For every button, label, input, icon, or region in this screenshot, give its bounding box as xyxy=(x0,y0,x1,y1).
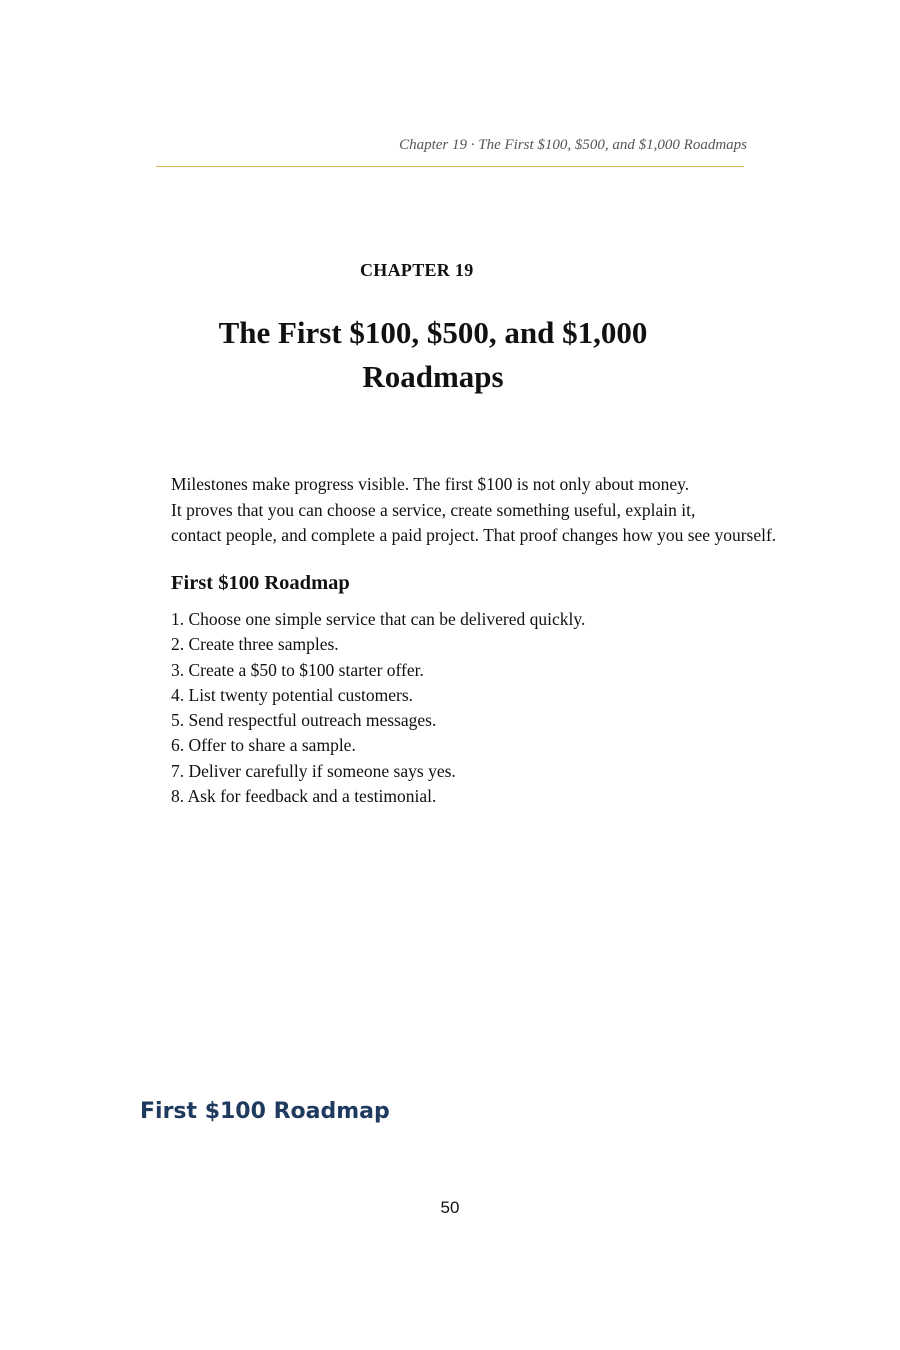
roadmap-steps-list xyxy=(171,607,585,809)
list-item: 2. Create three samples. xyxy=(171,634,339,655)
intro-line: It proves that you can choose a service, create something useful, explain it, xyxy=(171,499,696,520)
chapter-title xyxy=(200,311,666,399)
list-item: 8. Ask for feedback and a testimonial. xyxy=(171,786,437,807)
section-heading: First $100 Roadmap xyxy=(171,572,350,594)
intro-line: Milestones make progress visible. The first $100 is not only about money. xyxy=(171,474,690,494)
bottom-section-heading: First $100 Roadmap xyxy=(140,1099,390,1124)
list-item: 3. Create a $50 to $100 starter offer. xyxy=(171,659,424,680)
list-item: 5. Send respectful outreach messages. xyxy=(171,710,437,731)
list-item: 4. List twenty potential customers. xyxy=(171,684,414,705)
running-header: Chapter 19 · The First $100, $500, and $1,000 Roadmaps xyxy=(399,137,747,153)
chapter-title-line-1: The First $100, $500, and $1,000 xyxy=(218,315,648,350)
chapter-title-line-2: Roadmaps xyxy=(362,359,504,394)
list-item: 7. Deliver carefully if someone says yes. xyxy=(171,760,456,781)
list-item: 1. Choose one simple service that can be delivered quickly. xyxy=(171,609,586,629)
chapter-label: CHAPTER 19 xyxy=(360,260,474,280)
list-item: 6. Offer to share a sample. xyxy=(171,735,356,756)
header-divider xyxy=(156,166,744,167)
intro-line: contact people, and complete a paid project. That proof changes how you see yourself. xyxy=(171,525,777,545)
intro-paragraph xyxy=(171,472,871,549)
page-number: 50 xyxy=(440,1198,460,1217)
